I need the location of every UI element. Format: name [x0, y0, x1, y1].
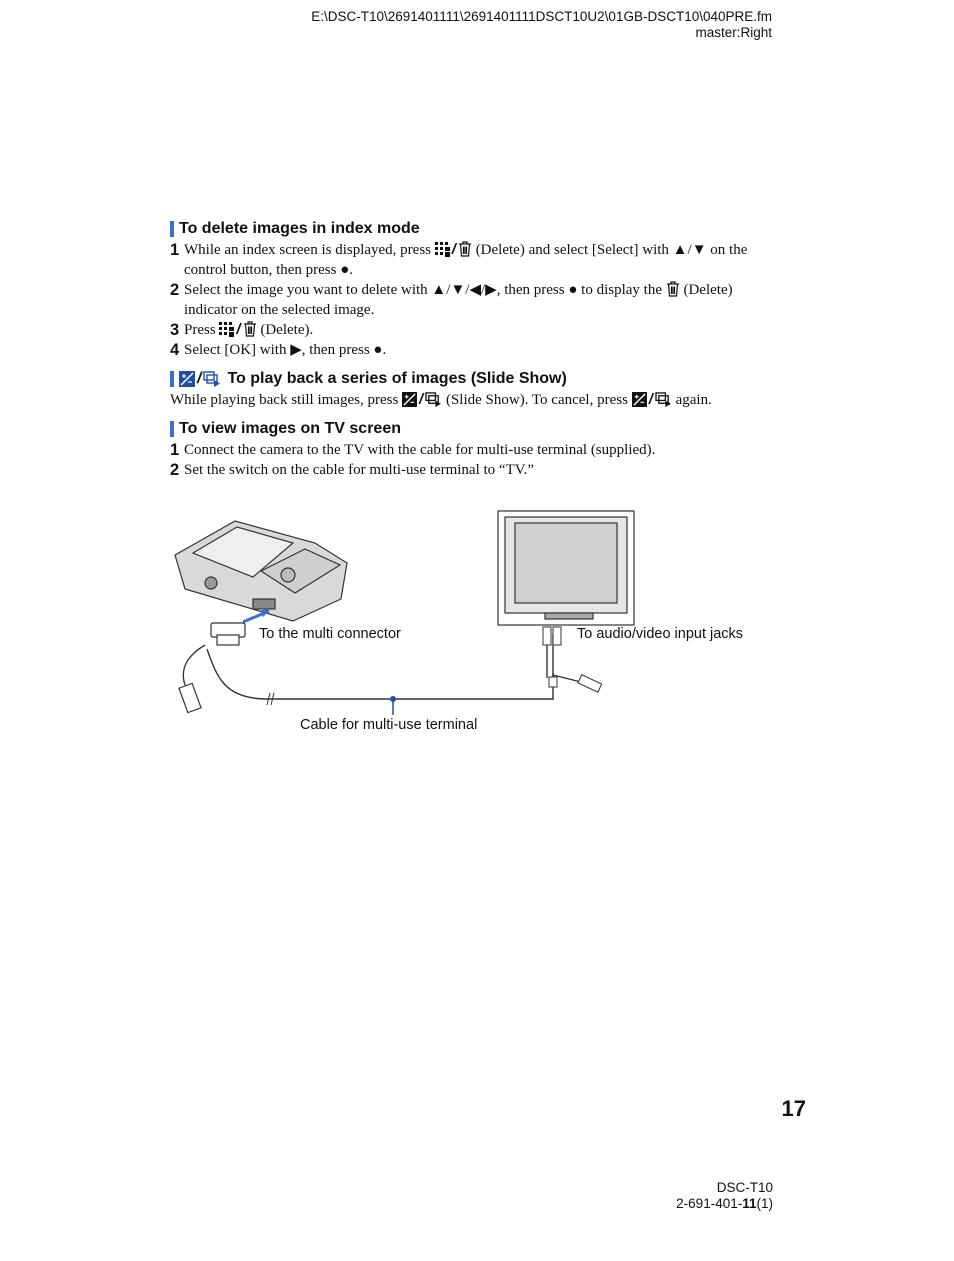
step-text: (Delete).	[260, 322, 314, 338]
step-text: Connect the camera to the TV with the cable for multi-use terminal (supplied).	[184, 442, 656, 458]
slideshow-icon	[203, 371, 221, 387]
playback-icon	[402, 392, 417, 407]
index-icon	[219, 322, 234, 337]
multi-connector-plug	[211, 623, 245, 645]
accent-bar	[170, 421, 174, 437]
step-text: (Delete) indicator on the selected image.	[184, 282, 733, 318]
step-text: Press	[184, 322, 216, 338]
trash-icon	[458, 241, 472, 257]
master-label: master:Right	[695, 25, 772, 40]
label-av-jacks: To audio/video input jacks	[577, 626, 744, 642]
section-title: To delete images in index mode	[179, 220, 420, 237]
code-prefix: 2-691-401-	[676, 1196, 743, 1211]
para-text: While playing back still images, press	[170, 392, 399, 408]
tv-connection-diagram	[165, 503, 785, 743]
page-number: 17	[781, 1096, 806, 1121]
file-path: E:\DSC-T10\2691401111\2691401111DSCT10U2\01GB-DSCT10\040PRE.fm	[311, 9, 772, 24]
label-cable: Cable for multi-use terminal	[300, 717, 478, 733]
playback-icon	[179, 371, 195, 387]
step-number: 2	[170, 461, 180, 479]
section-heading-delete	[170, 218, 780, 240]
step-4	[170, 340, 780, 360]
section-heading-slideshow	[170, 368, 780, 390]
slideshow-paragraph	[170, 390, 780, 410]
code-bold: 11	[742, 1196, 757, 1211]
code-suffix: (1)	[756, 1196, 773, 1211]
step-text: Set the switch on the cable for multi-use terminal to “TV.”	[184, 462, 535, 478]
step-number: 2	[170, 281, 180, 299]
step-2	[170, 460, 780, 480]
step-text: Select [OK] with ▶, then press ●.	[184, 342, 387, 358]
section-title: To play back a series of images (Slide Show)	[227, 370, 567, 387]
camera-illustration	[175, 521, 347, 621]
tv-illustration	[498, 511, 634, 625]
index-icon	[435, 242, 450, 257]
accent-bar	[170, 221, 174, 237]
playback-icon	[632, 392, 647, 407]
slideshow-icon	[425, 392, 442, 407]
slideshow-icon	[655, 392, 672, 407]
step-number: 3	[170, 321, 180, 339]
step-text: (Delete) and select [Select] with ▲/▼ on the control button, then press ●.	[184, 242, 748, 278]
step-number: 4	[170, 341, 180, 359]
step-1	[170, 240, 780, 280]
accent-bar	[170, 371, 174, 387]
slash-separator: /	[451, 241, 456, 258]
step-2	[170, 280, 780, 320]
switch-plug	[179, 683, 201, 712]
step-number: 1	[170, 241, 180, 259]
trash-icon	[243, 321, 257, 337]
section-title: To view images on TV screen	[179, 420, 401, 437]
slash-separator: /	[648, 391, 653, 408]
footer	[676, 1180, 773, 1212]
slash-separator: /	[197, 370, 202, 387]
file-header	[311, 9, 772, 41]
main-content	[170, 218, 780, 480]
step-1	[170, 440, 780, 460]
step-3	[170, 320, 780, 340]
slash-separator: /	[419, 391, 424, 408]
diagram-drawing	[165, 503, 785, 743]
para-text: again.	[675, 392, 712, 408]
step-text: While an index screen is displayed, press	[184, 242, 432, 258]
slash-separator: /	[236, 321, 241, 338]
label-multi-connector: To the multi connector	[259, 626, 401, 642]
part-code	[676, 1196, 773, 1212]
trash-icon	[666, 281, 680, 297]
step-number: 1	[170, 441, 180, 459]
para-text: (Slide Show). To cancel, press	[445, 392, 628, 408]
section-heading-tv	[170, 418, 780, 440]
step-text: Select the image you want to delete with ▲/▼/◀/▶, then press ● to display the	[184, 282, 662, 298]
model-name: DSC-T10	[716, 1180, 773, 1195]
